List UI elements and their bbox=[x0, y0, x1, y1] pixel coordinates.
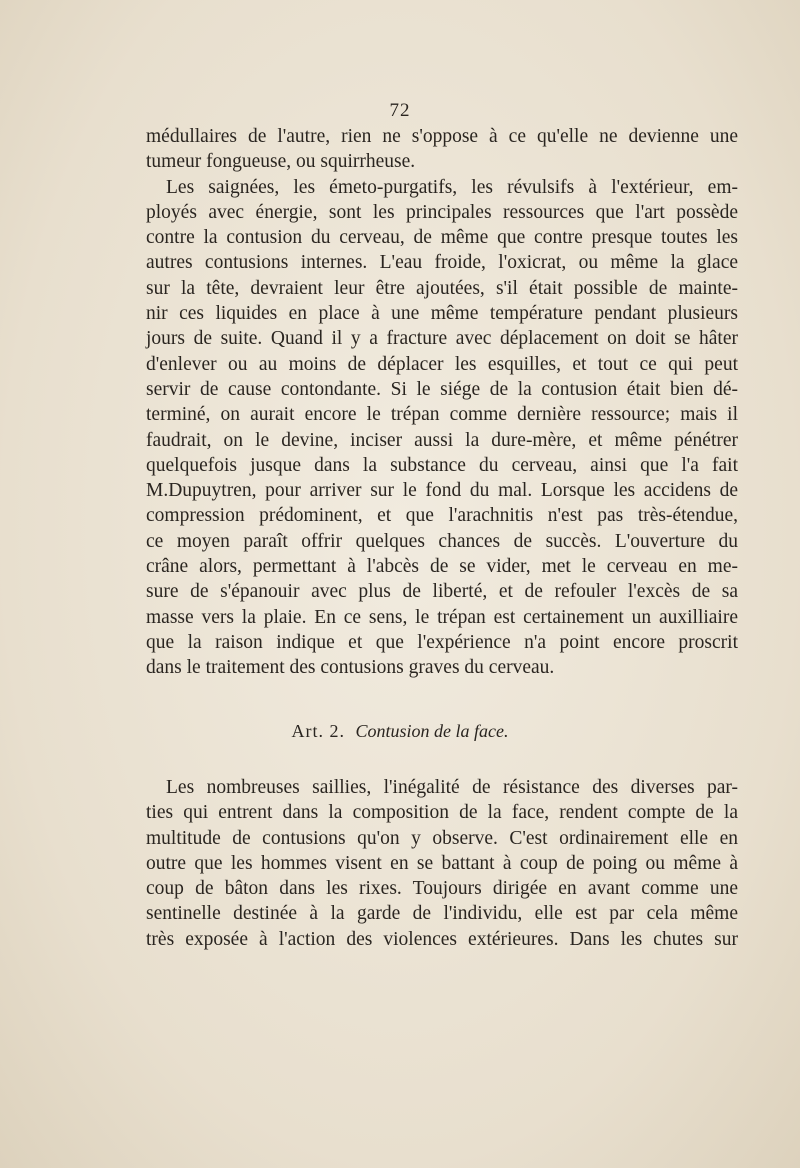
text-line: nir ces liquides en place à une même température pendant plusieurs bbox=[146, 303, 738, 325]
text-line: ployés avec énergie, sont les principales ressources que l'art possède bbox=[146, 201, 738, 223]
text-line: Les saignées, les émeto-purgatifs, les révulsifs à l'extérieur, em- bbox=[166, 176, 738, 198]
text-line: quelquefois jusque dans la substance du cerveau, ainsi que l'a fait bbox=[146, 454, 738, 476]
text-line: M.Dupuytren, pour arriver sur le fond du mal. Lorsque les accidens de bbox=[146, 480, 738, 502]
text-line: compression prédominent, et que l'arachnitis n'est pas très-étendue, bbox=[146, 505, 738, 527]
text-line: contre la contusion du cerveau, de même que contre presque toutes les bbox=[146, 227, 738, 249]
article-number: Art. 2. bbox=[291, 721, 345, 741]
text-line: masse vers la plaie. En ce sens, le trépan est certainement un auxilliaire bbox=[146, 606, 738, 628]
text-line: crâne alors, permettant à l'abcès de se vider, met le cerveau en me- bbox=[146, 556, 738, 578]
text-line: jours de suite. Quand il y a fracture avec déplacement on doit se hâter bbox=[146, 328, 738, 350]
text-line: sure de s'épanouir avec plus de liberté, et de refouler l'excès de sa bbox=[146, 581, 738, 603]
section-1-text bbox=[146, 124, 738, 681]
text-line: ce moyen paraît offrir quelques chances de succès. L'ouverture du bbox=[146, 530, 738, 552]
article-heading bbox=[0, 721, 800, 742]
text-line: faudrait, on le devine, inciser aussi la dure-mère, et même pénétrer bbox=[146, 429, 738, 451]
section-2-text bbox=[146, 775, 738, 952]
text-line: sur la tête, devraient leur être ajoutées, s'il était possible de mainte- bbox=[146, 277, 738, 299]
text-line: coup de bâton dans les rixes. Toujours dirigée en avant comme une bbox=[146, 878, 738, 900]
text-line: terminé, on aurait encore le trépan comme dernière ressource; mais il bbox=[146, 404, 738, 426]
text-line: autres contusions internes. L'eau froide, l'oxicrat, ou même la glace bbox=[146, 252, 738, 274]
page-number: 72 bbox=[389, 100, 411, 121]
text-line: multitude de contusions qu'on y observe. C'est ordinairement elle en bbox=[146, 827, 738, 849]
text-line: d'enlever ou au moins de déplacer les esquilles, et tout ce qui peut bbox=[146, 353, 738, 375]
text-line: dans le traitement des contusions graves du cerveau. bbox=[146, 657, 555, 679]
text-line: servir de cause contondante. Si le siége de la contusion était bien dé- bbox=[146, 378, 738, 400]
text-line: médullaires de l'autre, rien ne s'oppose à ce qu'elle ne devienne une bbox=[146, 126, 738, 147]
text-line: sentinelle destinée à la garde de l'individu, elle est par cela même bbox=[146, 903, 738, 925]
text-line: outre que les hommes visent en se battant à coup de poing ou même à bbox=[146, 852, 738, 874]
article-title: Contusion de la face. bbox=[355, 721, 509, 741]
text-line: tumeur fongueuse, ou squirrheuse. bbox=[146, 151, 416, 173]
text-line: ties qui entrent dans la composition de la face, rendent compte de la bbox=[146, 802, 738, 824]
text-line: très exposée à l'action des violences extérieures. Dans les chutes sur bbox=[146, 928, 738, 950]
text-line: que la raison indique et que l'expérience n'a point encore proscrit bbox=[146, 631, 738, 653]
text-line: Les nombreuses saillies, l'inégalité de résistance des diverses par- bbox=[166, 777, 738, 798]
